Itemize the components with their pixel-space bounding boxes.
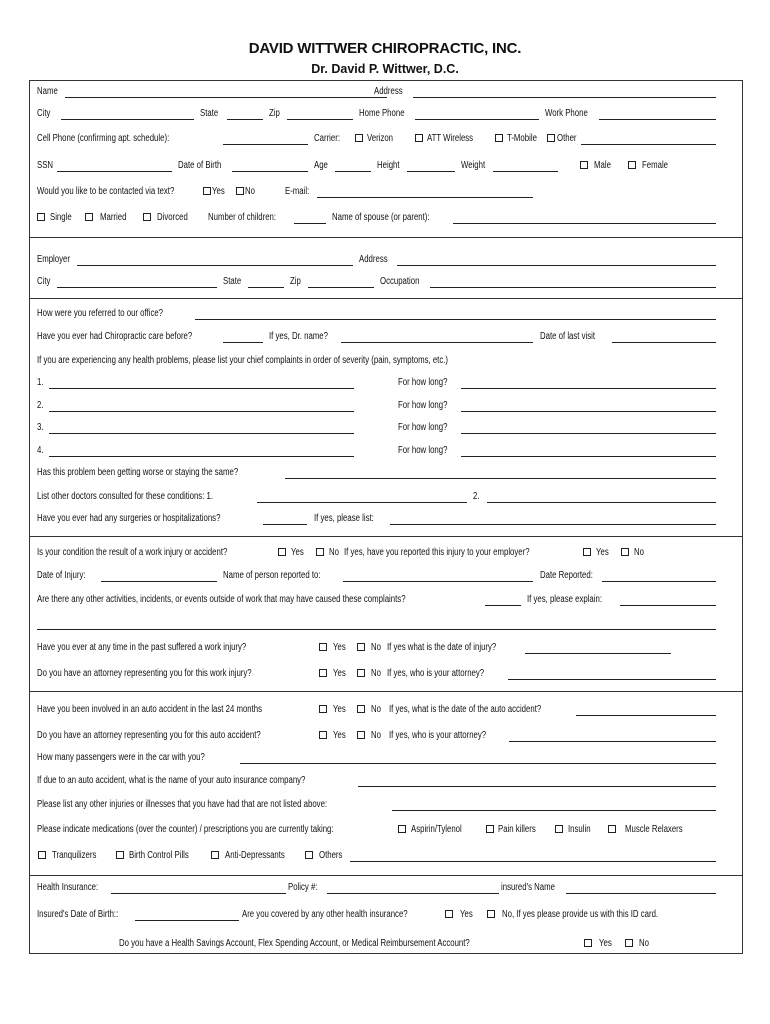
weight-field[interactable]	[493, 171, 558, 172]
occupation-field[interactable]	[430, 287, 716, 288]
tmobile-checkbox[interactable]	[495, 134, 503, 142]
insured-name-label: insured's Name	[501, 882, 555, 893]
how-long-field[interactable]	[461, 388, 716, 389]
insured-dob-field[interactable]	[135, 920, 239, 921]
if-yes-list-label: If yes, please list:	[314, 513, 374, 524]
anti-depressants-label: Anti-Depressants	[225, 850, 285, 861]
complaint-number: 2.	[37, 400, 44, 411]
how-long-label: For how long?	[398, 377, 448, 388]
date-injury-row	[37, 569, 717, 583]
other-insurance-no-label: No, If yes please provide us with this ID card.	[502, 909, 659, 920]
zip-label: Zip	[269, 108, 280, 119]
other-doctor-2-field[interactable]	[487, 502, 716, 503]
explain-continued-field[interactable]	[37, 629, 716, 630]
married-label: Married	[100, 212, 127, 223]
how-long-field[interactable]	[461, 456, 716, 457]
section-divider	[30, 298, 742, 299]
dob-field[interactable]	[232, 171, 308, 172]
cell-phone-field[interactable]	[223, 144, 308, 145]
others-field[interactable]	[350, 861, 716, 862]
reported-yes-label: Yes	[596, 547, 609, 558]
employer-city-field[interactable]	[57, 287, 217, 288]
verizon-label: Verizon	[367, 133, 394, 144]
worse-label: Has this problem been getting worse or staying the same?	[37, 467, 239, 478]
auto-accident-no-label: No	[371, 704, 381, 715]
surgeries-row	[37, 512, 717, 526]
divorced-label: Divorced	[157, 212, 188, 223]
text-contact-label: Would you like to be contacted via text?	[37, 186, 175, 197]
complaints-intro: If you are experiencing any health problems, please list your chief complaints in order of severity (pain, symptoms, etc.)	[37, 355, 448, 366]
how-long-field[interactable]	[461, 433, 716, 434]
anti-depressants-checkbox[interactable]	[211, 851, 219, 859]
insured-name-field[interactable]	[566, 893, 716, 894]
medications-row	[37, 823, 717, 837]
attorney-auto-no-label: No	[371, 730, 381, 741]
spouse-field[interactable]	[453, 223, 716, 224]
date-injury-field[interactable]	[101, 581, 217, 582]
policy-label: Policy #:	[288, 882, 318, 893]
complaint-field[interactable]	[49, 433, 354, 434]
other-insurance-no-checkbox[interactable]	[487, 910, 495, 918]
birth-control-checkbox[interactable]	[116, 851, 124, 859]
other-activities-label: Are there any other activities, incidents, or events outside of work that may have caused these complaints?	[37, 594, 406, 605]
other-activities-row	[37, 593, 717, 607]
employer-row	[37, 253, 717, 267]
employer-field[interactable]	[77, 265, 353, 266]
who-attorney-auto-label: If yes, who is your attorney?	[389, 730, 487, 741]
explain-field[interactable]	[620, 605, 716, 606]
past-injury-yes-label: Yes	[333, 642, 346, 653]
person-reported-label: Name of person reported to:	[223, 570, 321, 581]
auto-attorney-field[interactable]	[509, 741, 716, 742]
date-reported-field[interactable]	[602, 581, 716, 582]
hsa-row	[119, 937, 719, 951]
employer-city-label: City	[37, 276, 51, 287]
attorney-auto-row	[37, 729, 717, 743]
chiro-before-row	[37, 330, 717, 344]
if-yes-dr-label: If yes, Dr. name?	[269, 331, 328, 342]
complaint-row-4	[37, 444, 717, 458]
att-checkbox[interactable]	[415, 134, 423, 142]
attorney-auto-yes-checkbox[interactable]	[319, 731, 327, 739]
auto-accident-date-field[interactable]	[576, 715, 716, 716]
work-phone-label: Work Phone	[545, 108, 588, 119]
auto-accident-no-checkbox[interactable]	[357, 705, 365, 713]
complaint-field[interactable]	[49, 411, 354, 412]
insulin-checkbox[interactable]	[555, 825, 563, 833]
birth-control-label: Birth Control Pills	[129, 850, 189, 861]
attorney-work-yes-checkbox[interactable]	[319, 669, 327, 677]
text-yes-checkbox[interactable]	[203, 187, 211, 195]
married-checkbox[interactable]	[85, 213, 93, 221]
cell-phone-label: Cell Phone (confirming apt. schedule):	[37, 133, 170, 144]
passengers-label: How many passengers were in the car with you?	[37, 752, 205, 763]
complaint-field[interactable]	[49, 388, 354, 389]
medications-row-2	[37, 849, 717, 863]
state-field[interactable]	[227, 119, 263, 120]
past-injury-yes-checkbox[interactable]	[319, 643, 327, 651]
employer-address-field[interactable]	[397, 265, 716, 266]
home-phone-label: Home Phone	[359, 108, 405, 119]
home-phone-field[interactable]	[415, 119, 539, 120]
text-yes-label: Yes	[212, 186, 225, 197]
state-label: State	[200, 108, 219, 119]
reported-no-checkbox[interactable]	[621, 548, 629, 556]
employer-label: Employer	[37, 254, 70, 265]
health-insurance-label: Health Insurance:	[37, 882, 99, 893]
height-field[interactable]	[407, 171, 455, 172]
attorney-work-no-label: No	[371, 668, 381, 679]
hsa-yes-label: Yes	[599, 938, 612, 949]
weight-label: Weight	[461, 160, 486, 171]
pain-killers-label: Pain killers	[498, 824, 536, 835]
complaint-number: 1.	[37, 377, 44, 388]
ssn-label: SSN	[37, 160, 54, 171]
work-injury-yes-label: Yes	[291, 547, 304, 558]
clinic-name: DAVID WITTWER CHIROPRACTIC, INC.	[248, 40, 522, 57]
insurance-company-field[interactable]	[358, 786, 716, 787]
other-injuries-label: Please list any other injuries or illnesses that you have had that are not listed above:	[37, 799, 328, 810]
hsa-no-label: No	[639, 938, 649, 949]
other-carrier-field[interactable]	[581, 144, 716, 145]
employer-zip-label: Zip	[290, 276, 301, 287]
past-work-injury-label: Have you ever at any time in the past suffered a work injury?	[37, 642, 247, 653]
muscle-relaxers-label: Muscle Relaxers	[625, 824, 683, 835]
email-label: E-mail:	[285, 186, 310, 197]
employer-zip-field[interactable]	[308, 287, 374, 288]
city-row	[37, 107, 717, 121]
section-divider	[30, 875, 742, 876]
health-insurance-row	[37, 881, 717, 895]
aspirin-checkbox[interactable]	[398, 825, 406, 833]
text-no-checkbox[interactable]	[236, 187, 244, 195]
how-long-label: For how long?	[398, 445, 448, 456]
past-injury-no-checkbox[interactable]	[357, 643, 365, 651]
other-carrier-checkbox[interactable]	[547, 134, 555, 142]
dr-name-field[interactable]	[341, 342, 533, 343]
surgeries-label: Have you ever had any surgeries or hospitalizations?	[37, 513, 221, 524]
past-work-injury-row	[37, 641, 717, 655]
other-doctors-2-label: 2.	[473, 491, 480, 502]
hsa-no-checkbox[interactable]	[625, 939, 633, 947]
employer-state-label: State	[223, 276, 242, 287]
past-injury-date-field[interactable]	[525, 653, 671, 654]
date-of-injury-q-label: If yes what is the date of injury?	[387, 642, 497, 653]
hsa-yes-checkbox[interactable]	[584, 939, 592, 947]
section-divider	[30, 237, 742, 238]
tranquilizers-checkbox[interactable]	[38, 851, 46, 859]
medications-label: Please indicate medications (over the counter) / prescriptions you are currently taking:	[37, 824, 334, 835]
insured-dob-row	[37, 908, 717, 922]
work-injury-no-label: No	[329, 547, 339, 558]
work-injury-yes-checkbox[interactable]	[278, 548, 286, 556]
other-doctors-label: List other doctors consulted for these conditions: 1.	[37, 491, 214, 502]
how-long-label: For how long?	[398, 422, 448, 433]
date-injury-label: Date of Injury:	[37, 570, 86, 581]
last-visit-label: Date of last visit	[540, 331, 596, 342]
pain-killers-checkbox[interactable]	[486, 825, 494, 833]
name-label: Name	[37, 86, 58, 97]
hsa-label: Do you have a Health Savings Account, Flex Spending Account, or Medical Reimbursement Account?	[119, 938, 470, 949]
others-checkbox[interactable]	[305, 851, 313, 859]
text-contact-row	[37, 185, 717, 199]
surgeries-field[interactable]	[263, 524, 307, 525]
auto-accident-label: Have you been involved in an auto accident in the last 24 months	[37, 704, 263, 715]
employer-address-label: Address	[359, 254, 388, 265]
insured-dob-label: Insured's Date of Birth::	[37, 909, 119, 920]
work-injury-row	[37, 546, 717, 560]
attorney-work-row	[37, 667, 717, 681]
city-label: City	[37, 108, 51, 119]
work-attorney-field[interactable]	[508, 679, 716, 680]
policy-field[interactable]	[327, 893, 499, 894]
spouse-label: Name of spouse (or parent):	[332, 212, 430, 223]
employer-state-field[interactable]	[248, 287, 284, 288]
work-phone-field[interactable]	[599, 119, 716, 120]
attorney-auto-no-checkbox[interactable]	[357, 731, 365, 739]
dob-label: Date of Birth	[178, 160, 222, 171]
work-injury-no-checkbox[interactable]	[316, 548, 324, 556]
female-label: Female	[642, 160, 669, 171]
passengers-field[interactable]	[240, 763, 716, 764]
tranquilizers-label: Tranquilizers	[52, 850, 97, 861]
ssn-row	[37, 159, 717, 173]
muscle-relaxers-checkbox[interactable]	[608, 825, 616, 833]
complaint-number: 4.	[37, 445, 44, 456]
referred-field[interactable]	[195, 319, 716, 320]
male-label: Male	[594, 160, 611, 171]
age-label: Age	[314, 160, 328, 171]
text-no-label: No	[245, 186, 255, 197]
attorney-auto-label: Do you have an attorney representing you for this auto accident?	[37, 730, 261, 741]
complaints-intro-row	[37, 354, 717, 368]
att-label: ATT Wireless	[427, 133, 474, 144]
insulin-label: Insulin	[568, 824, 591, 835]
other-insurance-label: Are you covered by any other health insurance?	[242, 909, 408, 920]
who-attorney-label: If yes, who is your attorney?	[387, 668, 485, 679]
ssn-field[interactable]	[57, 171, 172, 172]
address-label: Address	[374, 86, 403, 97]
section-divider	[30, 691, 742, 692]
children-field[interactable]	[294, 223, 326, 224]
surgeries-list-field[interactable]	[390, 524, 716, 525]
zip-field[interactable]	[287, 119, 353, 120]
person-reported-field[interactable]	[343, 581, 533, 582]
complaint-field[interactable]	[49, 456, 354, 457]
work-injury-label: Is your condition the result of a work injury or accident?	[37, 547, 228, 558]
other-insurance-yes-checkbox[interactable]	[445, 910, 453, 918]
insurance-company-label: If due to an auto accident, what is the name of your auto insurance company?	[37, 775, 306, 786]
explain-continued-row	[37, 617, 717, 631]
other-injuries-field[interactable]	[392, 810, 716, 811]
email-field[interactable]	[317, 197, 533, 198]
worse-field[interactable]	[285, 478, 716, 479]
how-long-label: For how long?	[398, 400, 448, 411]
attorney-work-label: Do you have an attorney representing you for this work injury?	[37, 668, 252, 679]
auto-accident-row	[37, 703, 717, 717]
chiro-before-field[interactable]	[223, 342, 263, 343]
other-doctor-1-field[interactable]	[257, 502, 467, 503]
complaint-row-1	[37, 376, 717, 390]
how-long-field[interactable]	[461, 411, 716, 412]
others-label: Others	[319, 850, 343, 861]
aspirin-label: Aspirin/Tylenol	[411, 824, 462, 835]
divorced-checkbox[interactable]	[143, 213, 151, 221]
employer-city-row	[37, 275, 717, 289]
single-label: Single	[50, 212, 72, 223]
verizon-checkbox[interactable]	[355, 134, 363, 142]
referred-row	[37, 307, 717, 321]
explain-label: If yes, please explain:	[527, 594, 603, 605]
age-field[interactable]	[335, 171, 371, 172]
complaint-number: 3.	[37, 422, 44, 433]
height-label: Height	[377, 160, 400, 171]
address-field[interactable]	[413, 97, 716, 98]
referred-label: How were you referred to our office?	[37, 308, 164, 319]
health-insurance-field[interactable]	[111, 893, 286, 894]
city-field[interactable]	[61, 119, 194, 120]
male-checkbox[interactable]	[580, 161, 588, 169]
insurance-company-row	[37, 774, 717, 788]
tmobile-label: T-Mobile	[507, 133, 537, 144]
doctor-name: Dr. David P. Wittwer, D.C.	[311, 62, 459, 76]
children-label: Number of children:	[208, 212, 277, 223]
chiro-before-label: Have you ever had Chiropractic care before?	[37, 331, 193, 342]
female-checkbox[interactable]	[628, 161, 636, 169]
complaint-row-3	[37, 421, 717, 435]
marital-row	[37, 211, 717, 225]
past-injury-no-label: No	[371, 642, 381, 653]
attorney-work-no-checkbox[interactable]	[357, 669, 365, 677]
other-insurance-yes-label: Yes	[460, 909, 473, 920]
other-carrier-label: Other	[557, 133, 577, 144]
reported-no-label: No	[634, 547, 644, 558]
carrier-label: Carrier:	[314, 133, 341, 144]
section-divider	[30, 536, 742, 537]
occupation-label: Occupation	[380, 276, 420, 287]
auto-accident-yes-label: Yes	[333, 704, 346, 715]
last-visit-field[interactable]	[612, 342, 716, 343]
attorney-work-yes-label: Yes	[333, 668, 346, 679]
single-checkbox[interactable]	[37, 213, 45, 221]
name-field[interactable]	[65, 97, 387, 98]
date-reported-label: Date Reported:	[540, 570, 593, 581]
name-row	[37, 85, 717, 99]
date-auto-label: If yes, what is the date of the auto accident?	[389, 704, 542, 715]
passengers-row	[37, 751, 717, 765]
complaint-row-2	[37, 399, 717, 413]
reported-label: If yes, have you reported this injury to your employer?	[344, 547, 530, 558]
other-activities-field[interactable]	[485, 605, 521, 606]
attorney-auto-yes-label: Yes	[333, 730, 346, 741]
other-doctors-row	[37, 490, 717, 504]
other-injuries-row	[37, 798, 717, 812]
worse-row	[37, 466, 717, 480]
auto-accident-yes-checkbox[interactable]	[319, 705, 327, 713]
reported-yes-checkbox[interactable]	[583, 548, 591, 556]
cell-row	[37, 132, 717, 146]
